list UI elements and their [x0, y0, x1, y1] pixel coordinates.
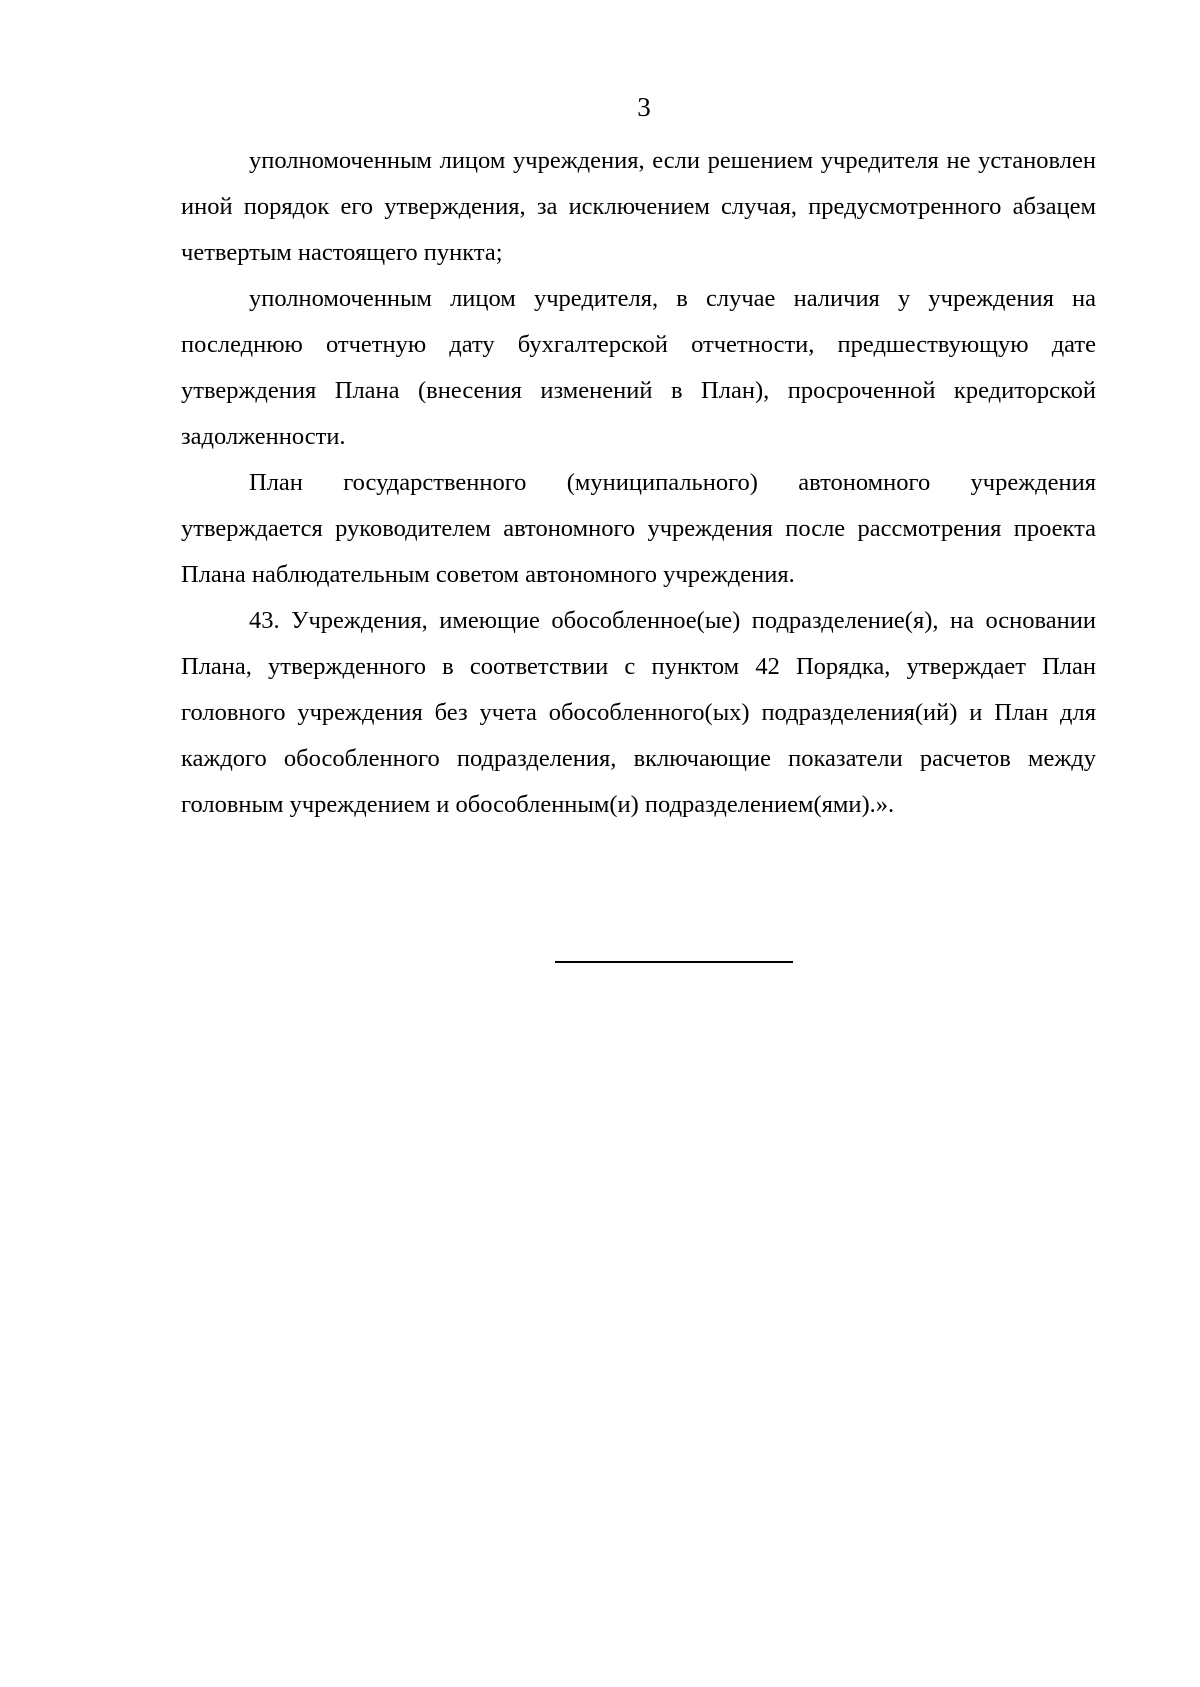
paragraph-clause-43: 43. Учреждения, имеющие обособленное(ые) подразделение(я), на основании Плана, утвержденного в соответствии с пунктом 42 Порядка, утверждает План головного учреждения без учета обособленного(ых) подразделения(ий) и План для каждого обособленного подразделения, включающие показатели расчетов между головным учреждением и обособленным(и) подразделением(ями).». [181, 607, 1096, 818]
end-separator-line [555, 961, 793, 963]
paragraph-authorized-person-institution: уполномоченным лицом учреждения, если решением учредителя не установлен иной порядок его утверждения, за исключением случая, предусмотренного абзацем четвертым настоящего пункта; [181, 147, 1096, 266]
page-number: 3 [637, 92, 651, 122]
paragraph-autonomous-institution-plan: План государственного (муниципального) автономного учреждения утверждается руководителем автономного учреждения после рассмотрения проекта Плана наблюдательным советом автономного учреждения. [181, 469, 1096, 588]
paragraph-authorized-person-founder: уполномоченным лицом учредителя, в случае наличия у учреждения на последнюю отчетную дату бухгалтерской отчетности, предшествующую дате утверждения Плана (внесения изменений в План), просроченной кредиторской задолженности. [181, 285, 1096, 450]
document-body [181, 138, 1096, 828]
